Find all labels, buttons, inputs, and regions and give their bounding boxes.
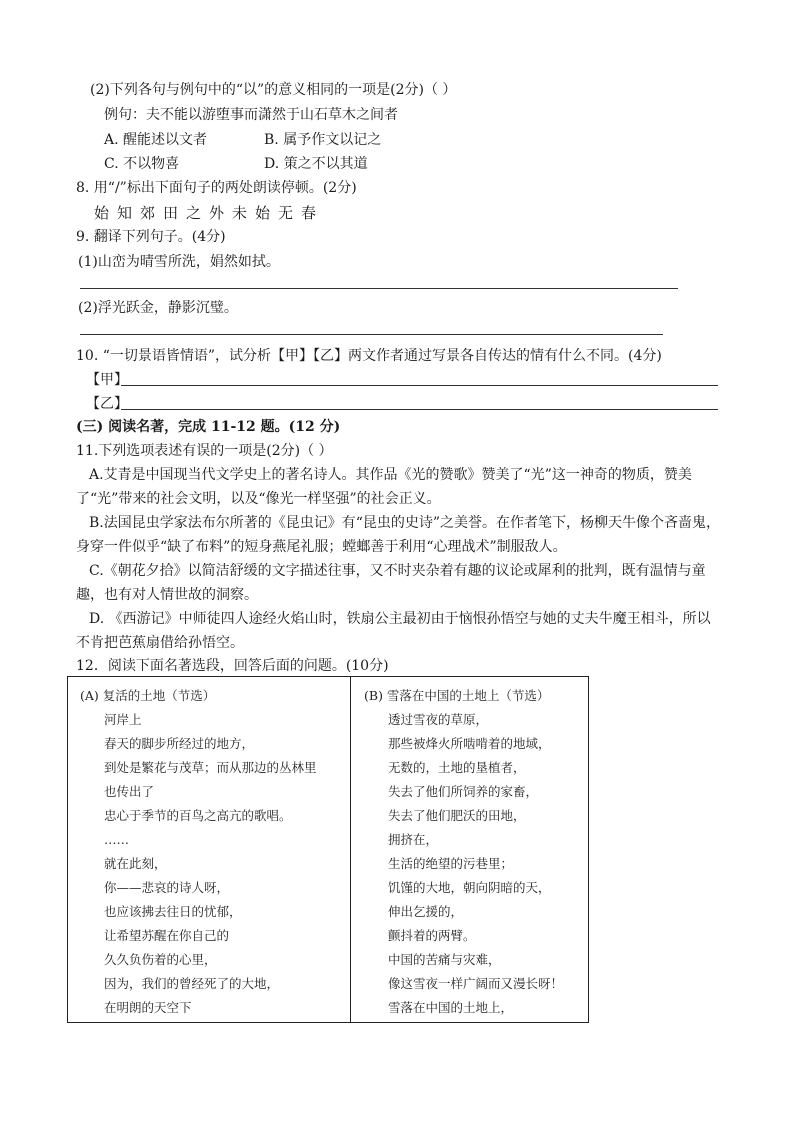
poem-a-line: 忠心于季节的百鸟之高亢的歌唱。: [104, 808, 292, 823]
poem-b-line: 拥挤在，: [388, 832, 439, 847]
poem-table-divider: [350, 677, 351, 1022]
q10-jia-label: 【甲】: [86, 372, 128, 388]
poem-a-line: 也应该拂去往日的忧郁，: [104, 904, 242, 919]
poem-b-line: 雪落在中国的土地上，: [388, 1000, 514, 1015]
q8-sentence: 始知郊田之外未始无春: [94, 204, 325, 222]
q7-2-example: 例句：夫不能以游堕事而潇然于山石草木之间者: [104, 107, 398, 123]
poem-a-line: ……: [104, 832, 129, 847]
poem-b-title: (B) 雪落在中国的土地上（节选）: [364, 688, 550, 703]
poem-b-line: 失去了他们肥沃的田地，: [388, 808, 526, 823]
q9-stem: 9. 翻译下列句子。(4分): [76, 229, 226, 245]
q9-sentence-2: (2)浮光跃金，静影沉璧。: [78, 300, 238, 316]
q9-answer-line-1[interactable]: [80, 288, 678, 289]
poem-b-line: 无数的，土地的垦植者，: [388, 760, 526, 775]
poem-b-line: 失去了他们所饲养的家畜，: [388, 784, 539, 799]
poem-b-line: 颤抖着的两臂。: [388, 928, 476, 943]
poem-a-line: 在明朗的天空下: [104, 1000, 192, 1015]
poem-b-line: 像这雪夜一样广阔而又漫长呀！: [388, 976, 564, 991]
poem-a-line: 因为，我们的曾经死了的大地，: [104, 976, 280, 991]
poem-b-line: 生活的绝望的污巷里；: [388, 856, 514, 871]
poem-a-line: 也传出了: [104, 784, 155, 799]
q7-2-option-b: B. 属予作文以记之: [264, 132, 382, 148]
poem-a-line: 河岸上: [104, 712, 142, 727]
q11-option-c: C.《朝花夕拾》以简洁舒缓的文字描述往事，又不时夹杂着有趣的议论或犀利的批判，既有温情与童趣，也有对人情世故的洞察。: [76, 563, 706, 603]
q10-jia-answer-line[interactable]: [121, 385, 718, 386]
poem-b-line: 饥馑的大地，朝向阴暗的天，: [388, 880, 551, 895]
poem-a-line: 就在此刻，: [104, 856, 167, 871]
poem-a-line: 到处是繁花与茂草；而从那边的丛林里: [104, 760, 317, 775]
q8-stem: 8. 用“/”标出下面句子的两处朗读停顿。(2分): [76, 180, 357, 196]
poem-a-line: 春天的脚步所经过的地方，: [104, 736, 255, 751]
q7-2-stem: (2)下列各句与例句中的“以”的意义相同的一项是(2分)（ ）: [90, 82, 457, 98]
q11-stem: 11.下列选项表述有误的一项是(2分)（ ）: [76, 443, 333, 459]
poem-a-line: 你——悲哀的诗人呀，: [104, 880, 230, 895]
q12-stem: 12．阅读下面名著选段，回答后面的问题。(10分): [76, 658, 389, 674]
q10-yi-answer-line[interactable]: [121, 409, 718, 410]
q7-2-option-a: A. 醒能述以文者: [104, 132, 208, 148]
q11-option-d: D. 《西游记》中师徒四人途经火焰山时，铁扇公主最初由于恼恨孙悟空与她的丈夫牛魔王相斗，所以不肯把芭蕉扇借给孙悟空。: [76, 611, 711, 651]
poem-a-line: 让希望苏醒在你自己的: [104, 928, 230, 943]
q10-yi-label: 【乙】: [86, 396, 128, 412]
poem-b-line: 透过雪夜的草原，: [388, 712, 489, 727]
poem-b-line: 中国的苦痛与灾难，: [388, 952, 501, 967]
q9-sentence-1: (1)山峦为晴雪所洗，娟然如拭。: [78, 254, 280, 270]
poem-excerpt-table: [67, 676, 589, 1023]
poem-a-title: (A) 复活的土地（节选）: [80, 688, 216, 703]
q11-option-a: A.艾青是中国现当代文学史上的著名诗人。其作品《光的赞歌》赞美了“光”这一神奇的物质，赞美了“光”带来的社会文明，以及“像光一样坚强”的社会正义。: [76, 467, 692, 507]
q9-answer-line-2[interactable]: [80, 334, 663, 335]
q7-2-option-d: D. 策之不以其道: [264, 156, 368, 172]
poem-b-line: 那些被烽火所啮啃着的地域，: [388, 736, 551, 751]
q7-2-option-c: C. 不以物喜: [104, 156, 180, 172]
poem-b-line: 伸出乞援的，: [388, 904, 464, 919]
poem-a-line: 久久负伤着的心里，: [104, 952, 217, 967]
section-3-title: (三) 阅读名著，完成 11-12 题。(12 分): [76, 419, 341, 435]
q11-option-b: B.法国昆虫学家法布尔所著的《昆虫记》有“昆虫的史诗”之美誉。在作者笔下，杨柳天牛像个吝啬鬼，身穿一件似乎“缺了布料”的短身燕尾礼服；螳螂善于利用“心理战术”制服敌人。: [76, 515, 721, 555]
q10-stem: 10. “一切景语皆情语”，试分析【甲】【乙】两文作者通过写景各自传达的情有什么不同。(4分): [76, 348, 662, 364]
